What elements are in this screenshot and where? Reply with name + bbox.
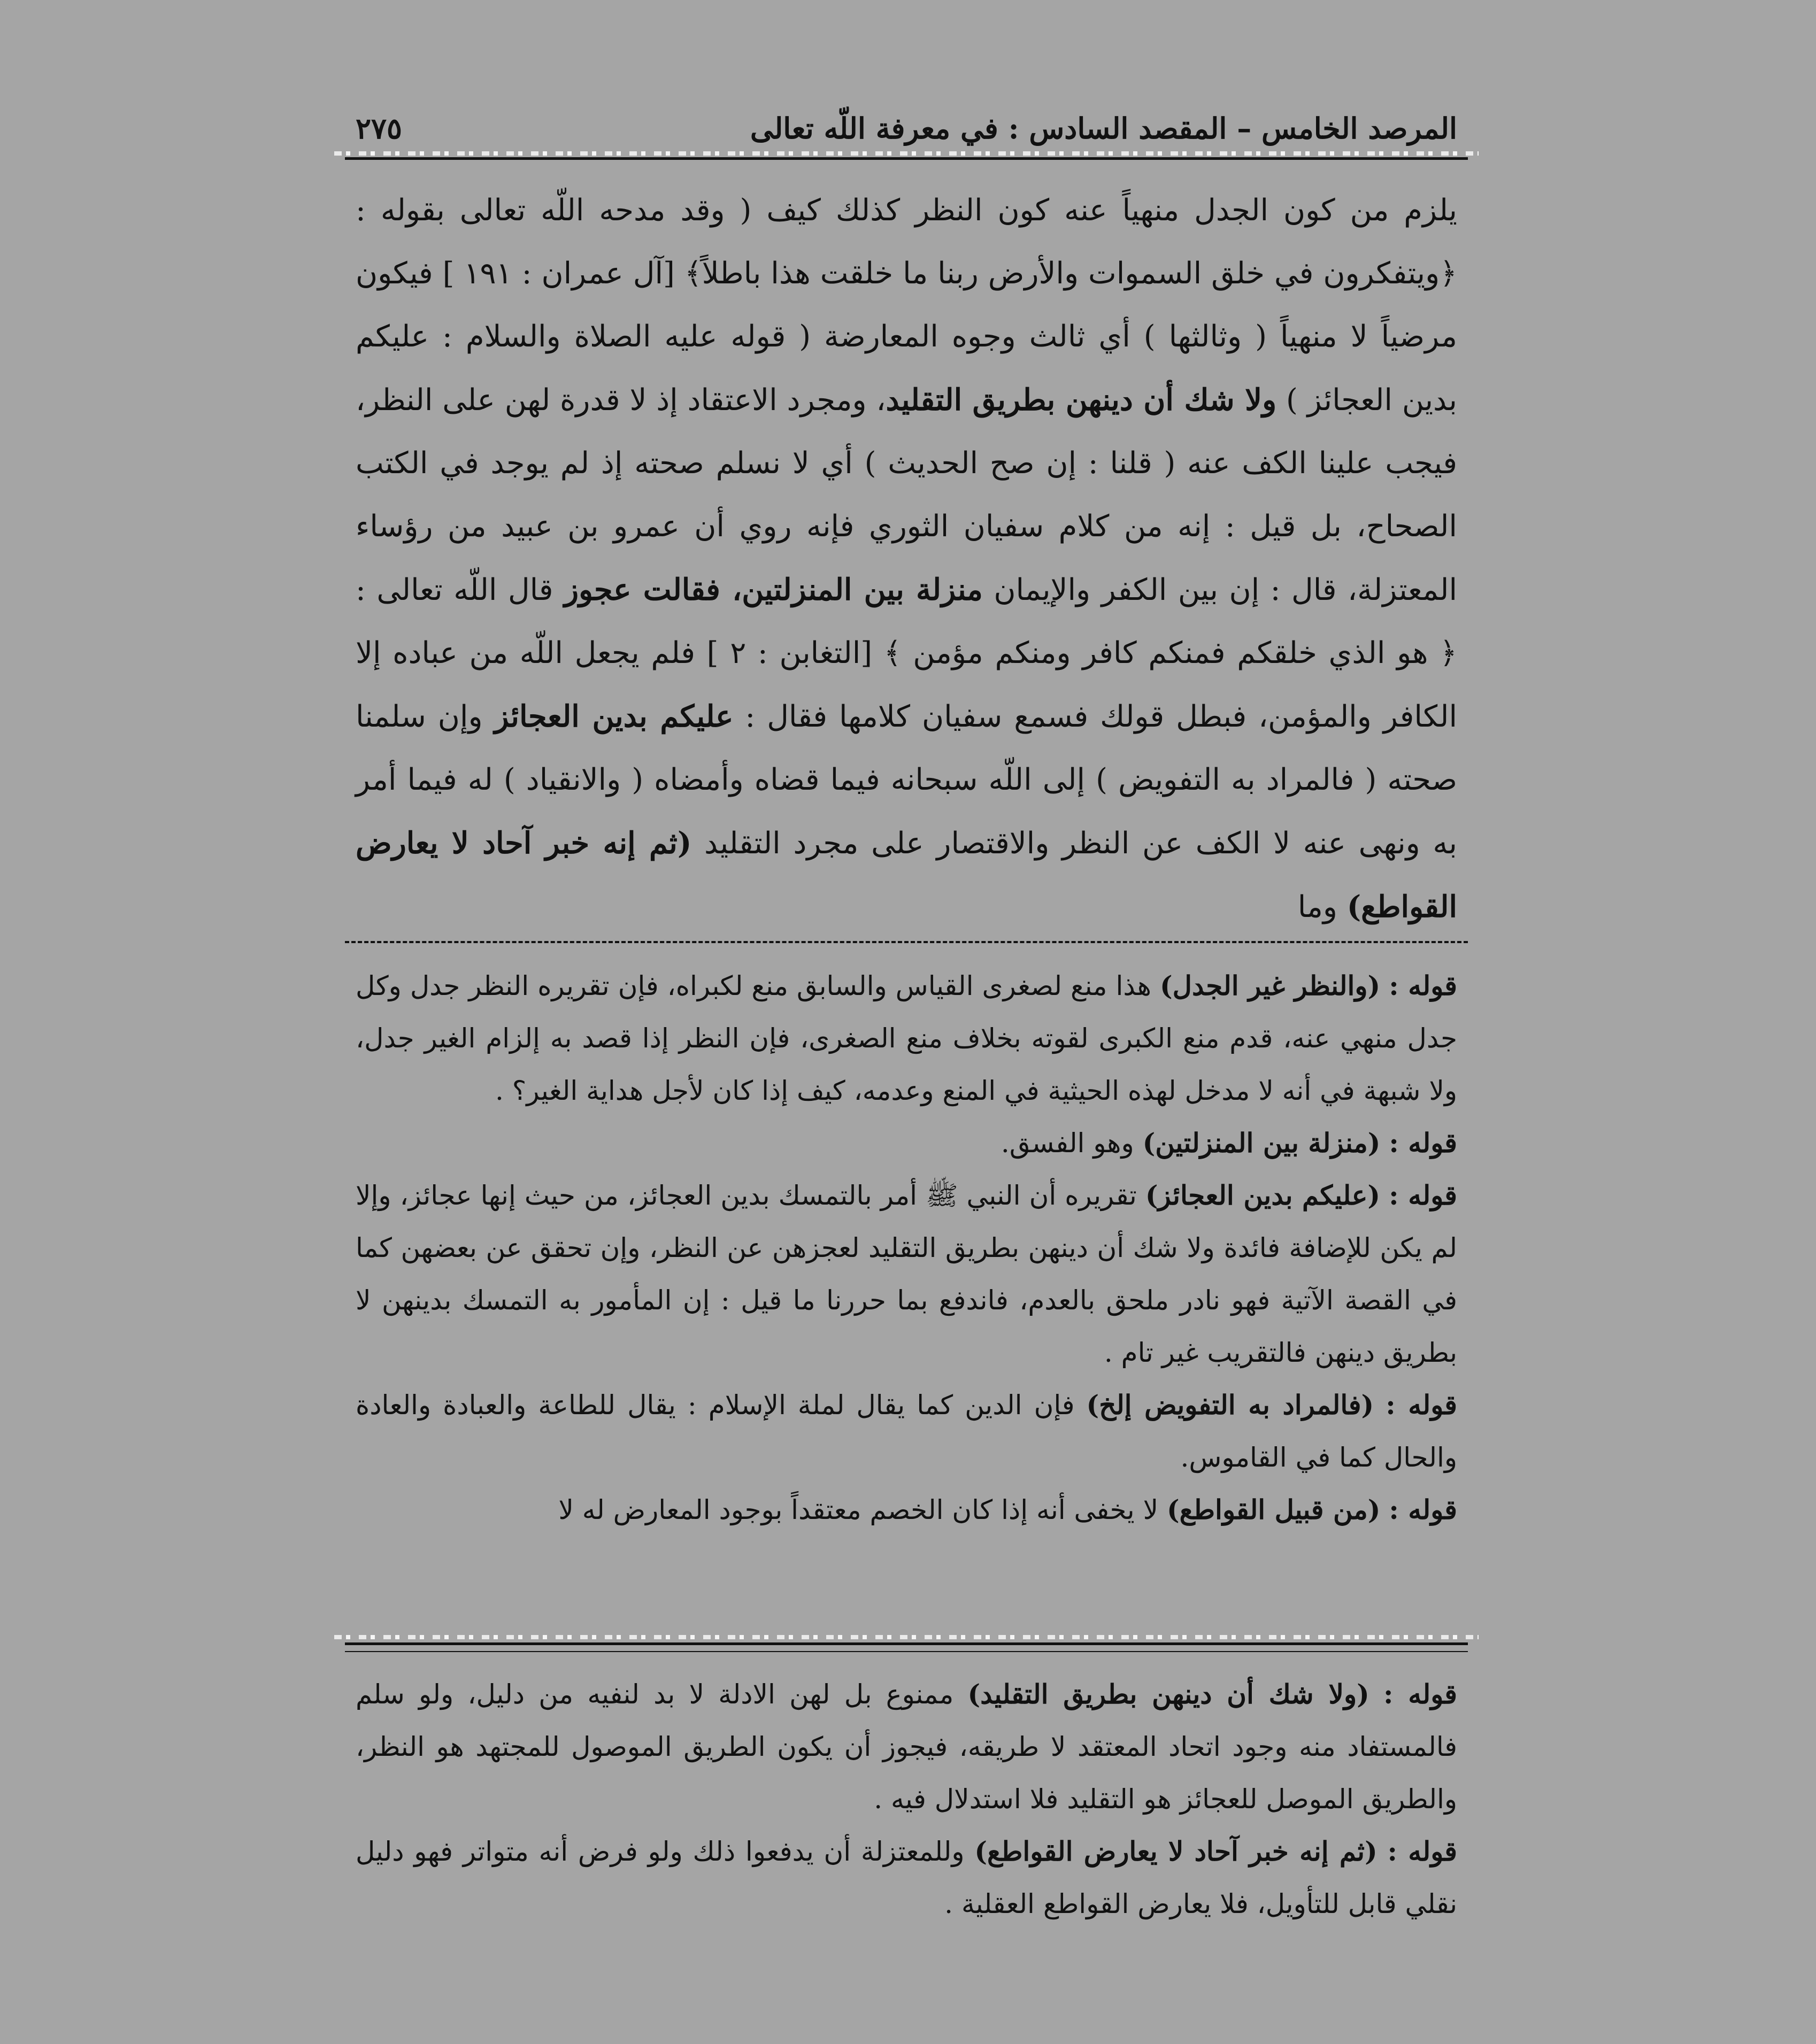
main-text-segment: قال اللّه تعالى : ﴿ هو الذي خلقكم فمنكم كافر ومنكم مؤمن ﴾ [التغابن : ٢ ] فلم يجعل اللّه من عباده إلا الكافر والمؤمن، فبطل قولك فسمع سفيان كلامها فقال :	[356, 573, 1458, 734]
note-label: قوله :	[1387, 1835, 1457, 1867]
commentary-notes-top	[356, 960, 1457, 1536]
running-title: المرصد الخامس – المقصد السادس : في معرفة اللّه تعالى	[750, 111, 1457, 145]
main-text-emphasis: ولا شك أن دينهن بطريق التقليد	[886, 382, 1277, 418]
note-label: قوله :	[1389, 1494, 1457, 1525]
note-paragraph	[356, 1484, 1457, 1536]
note-paragraph	[356, 960, 1457, 1117]
note-paragraph	[356, 1379, 1457, 1484]
note-text: فإن الدين كما يقال لملة الإسلام : يقال للطاعة والعبادة والعادة والحال كما في القاموس.	[356, 1390, 1457, 1473]
commentary-notes-bottom	[356, 1668, 1457, 1930]
note-text: لا يخفى أنه إذا كان الخصم معتقداً بوجود المعارض له لا	[558, 1494, 1167, 1525]
note-quote: (والنظر غير الجدل)	[1160, 970, 1381, 1001]
page-number: ٢٧٥	[356, 111, 403, 145]
main-text-segment: وإن سلمنا صحته ( فالمراد به التفويض ) إلى اللّه سبحانه فيما قضاه وأمضاه ( والانقياد ) له فيما أمر به ونهى عنه لا الكف عن النظر والاقتصار على مجرد التقليد	[356, 699, 1458, 861]
main-text-emphasis: عليكم بدين العجائز	[494, 699, 734, 734]
note-paragraph	[356, 1668, 1457, 1825]
book-page	[356, 86, 1458, 1919]
header-rule	[345, 157, 1468, 160]
page-header	[356, 102, 1457, 155]
footer-rule-texture	[334, 1635, 1479, 1639]
note-label: قوله :	[1389, 1179, 1457, 1211]
note-text: هذا منع لصغرى القياس والسابق منع لكبراه، فإن تقريره النظر جدل وكل جدل منهي عنه، قدم منع الكبرى لقوته بخلاف منع الصغرى، فإن النظر إذا قصد به إلزام الغير جدل، ولا شبهة في أنه لا مدخل لهذه الحيثية في المنع وعدمه، كيف إذا كان لأجل هداية الغير؟ .	[356, 970, 1457, 1106]
note-label: قوله :	[1383, 1678, 1457, 1710]
note-quote: (ولا شك أن دينهن بطريق التقليد)	[967, 1678, 1369, 1710]
main-text-body	[356, 179, 1457, 939]
note-paragraph	[356, 1169, 1457, 1379]
note-quote: (من قبيل القواطع)	[1166, 1494, 1381, 1525]
note-paragraph	[356, 1825, 1457, 1930]
footer-rule-thin	[345, 1651, 1468, 1652]
note-quote: (عليكم بدين العجائز)	[1145, 1179, 1381, 1211]
main-text-segment: ، ومجرد الاعتقاد إذ لا قدرة لهن على النظر، فيجب علينا الكف عنه ( قلنا : إن صح الحديث ) أي لا نسلم صحته إذ لم يوجد في الكتب الصحاح، بل قيل : إنه من كلام سفيان الثوري فإنه روي أن عمرو بن عبيد من رؤساء المعتزلة، قال : إن بين الكفر والإيمان	[356, 383, 1458, 607]
header-rule-texture	[334, 151, 1479, 156]
note-quote: (فالمراد به التفويض إلخ)	[1086, 1389, 1374, 1421]
note-text: تقريره أن النبي ﷺ أمر بالتمسك بدين العجائز، من حيث إنها عجائز، وإلا لم يكن للإضافة فائدة ولا شك أن دينهن بطريق التقليد لعجزهن عن النظر، وإن تحقق عن بعضهن كما في القصة الآتية فهو نادر ملحق بالعدم، فاندفع بما حررنا ما قيل : إن المأمور به التمسك بدينهن لا بطريق دينهن فالتقريب غير تام .	[356, 1180, 1458, 1368]
footer-rule	[345, 1642, 1468, 1645]
note-label: قوله :	[1389, 1127, 1457, 1159]
main-text-segment: يلزم من كون الجدل منهياً عنه كون النظر كذلك كيف ( وقد مدحه اللّه تعالى بقوله : ﴿ويتفكرون في خلق السموات والأرض ربنا ما خلقت هذا باطلاً﴾ [آل عمران : ١٩١ ] فيكون مرضياً لا منهياً ( وثالثها ) أي ثالث وجوه المعارضة ( قوله عليه الصلاة والسلام : عليكم بدين العجائز )	[356, 193, 1458, 418]
note-text: وهو الفسق.	[1001, 1128, 1143, 1159]
note-label: قوله :	[1389, 970, 1458, 1001]
note-quote: (منزلة بين المنزلتين)	[1142, 1127, 1381, 1159]
main-text-emphasis: (ثم إنه خبر آحاد لا يعارض القواطع)	[356, 826, 1457, 924]
note-text: ممنوع بل لهن الادلة لا بد لنفيه من دليل، ولو سلم فالمستفاد منه وجود اتحاد المعتقد لا طريقه، فيجوز أن يكون الطريق الموصول للمجتهد هو النظر، والطريق الموصل للعجائز هو التقليد فلا استدلال فيه .	[356, 1679, 1457, 1815]
main-text-emphasis: منزلة بين المنزلتين، فقالت عجوز	[564, 572, 983, 607]
note-quote: (ثم إنه خبر آحاد لا يعارض القواطع)	[974, 1835, 1378, 1867]
note-label: قوله :	[1386, 1389, 1457, 1421]
main-text-segment: وما	[1297, 890, 1347, 924]
note-paragraph	[356, 1117, 1457, 1169]
note-text: وللمعتزلة أن يدفعوا ذلك ولو فرض أنه متواتر فهو دليل نقلي قابل للتأويل، فلا يعارض القواطع العقلية .	[356, 1836, 1457, 1919]
dashed-separator	[345, 941, 1468, 943]
